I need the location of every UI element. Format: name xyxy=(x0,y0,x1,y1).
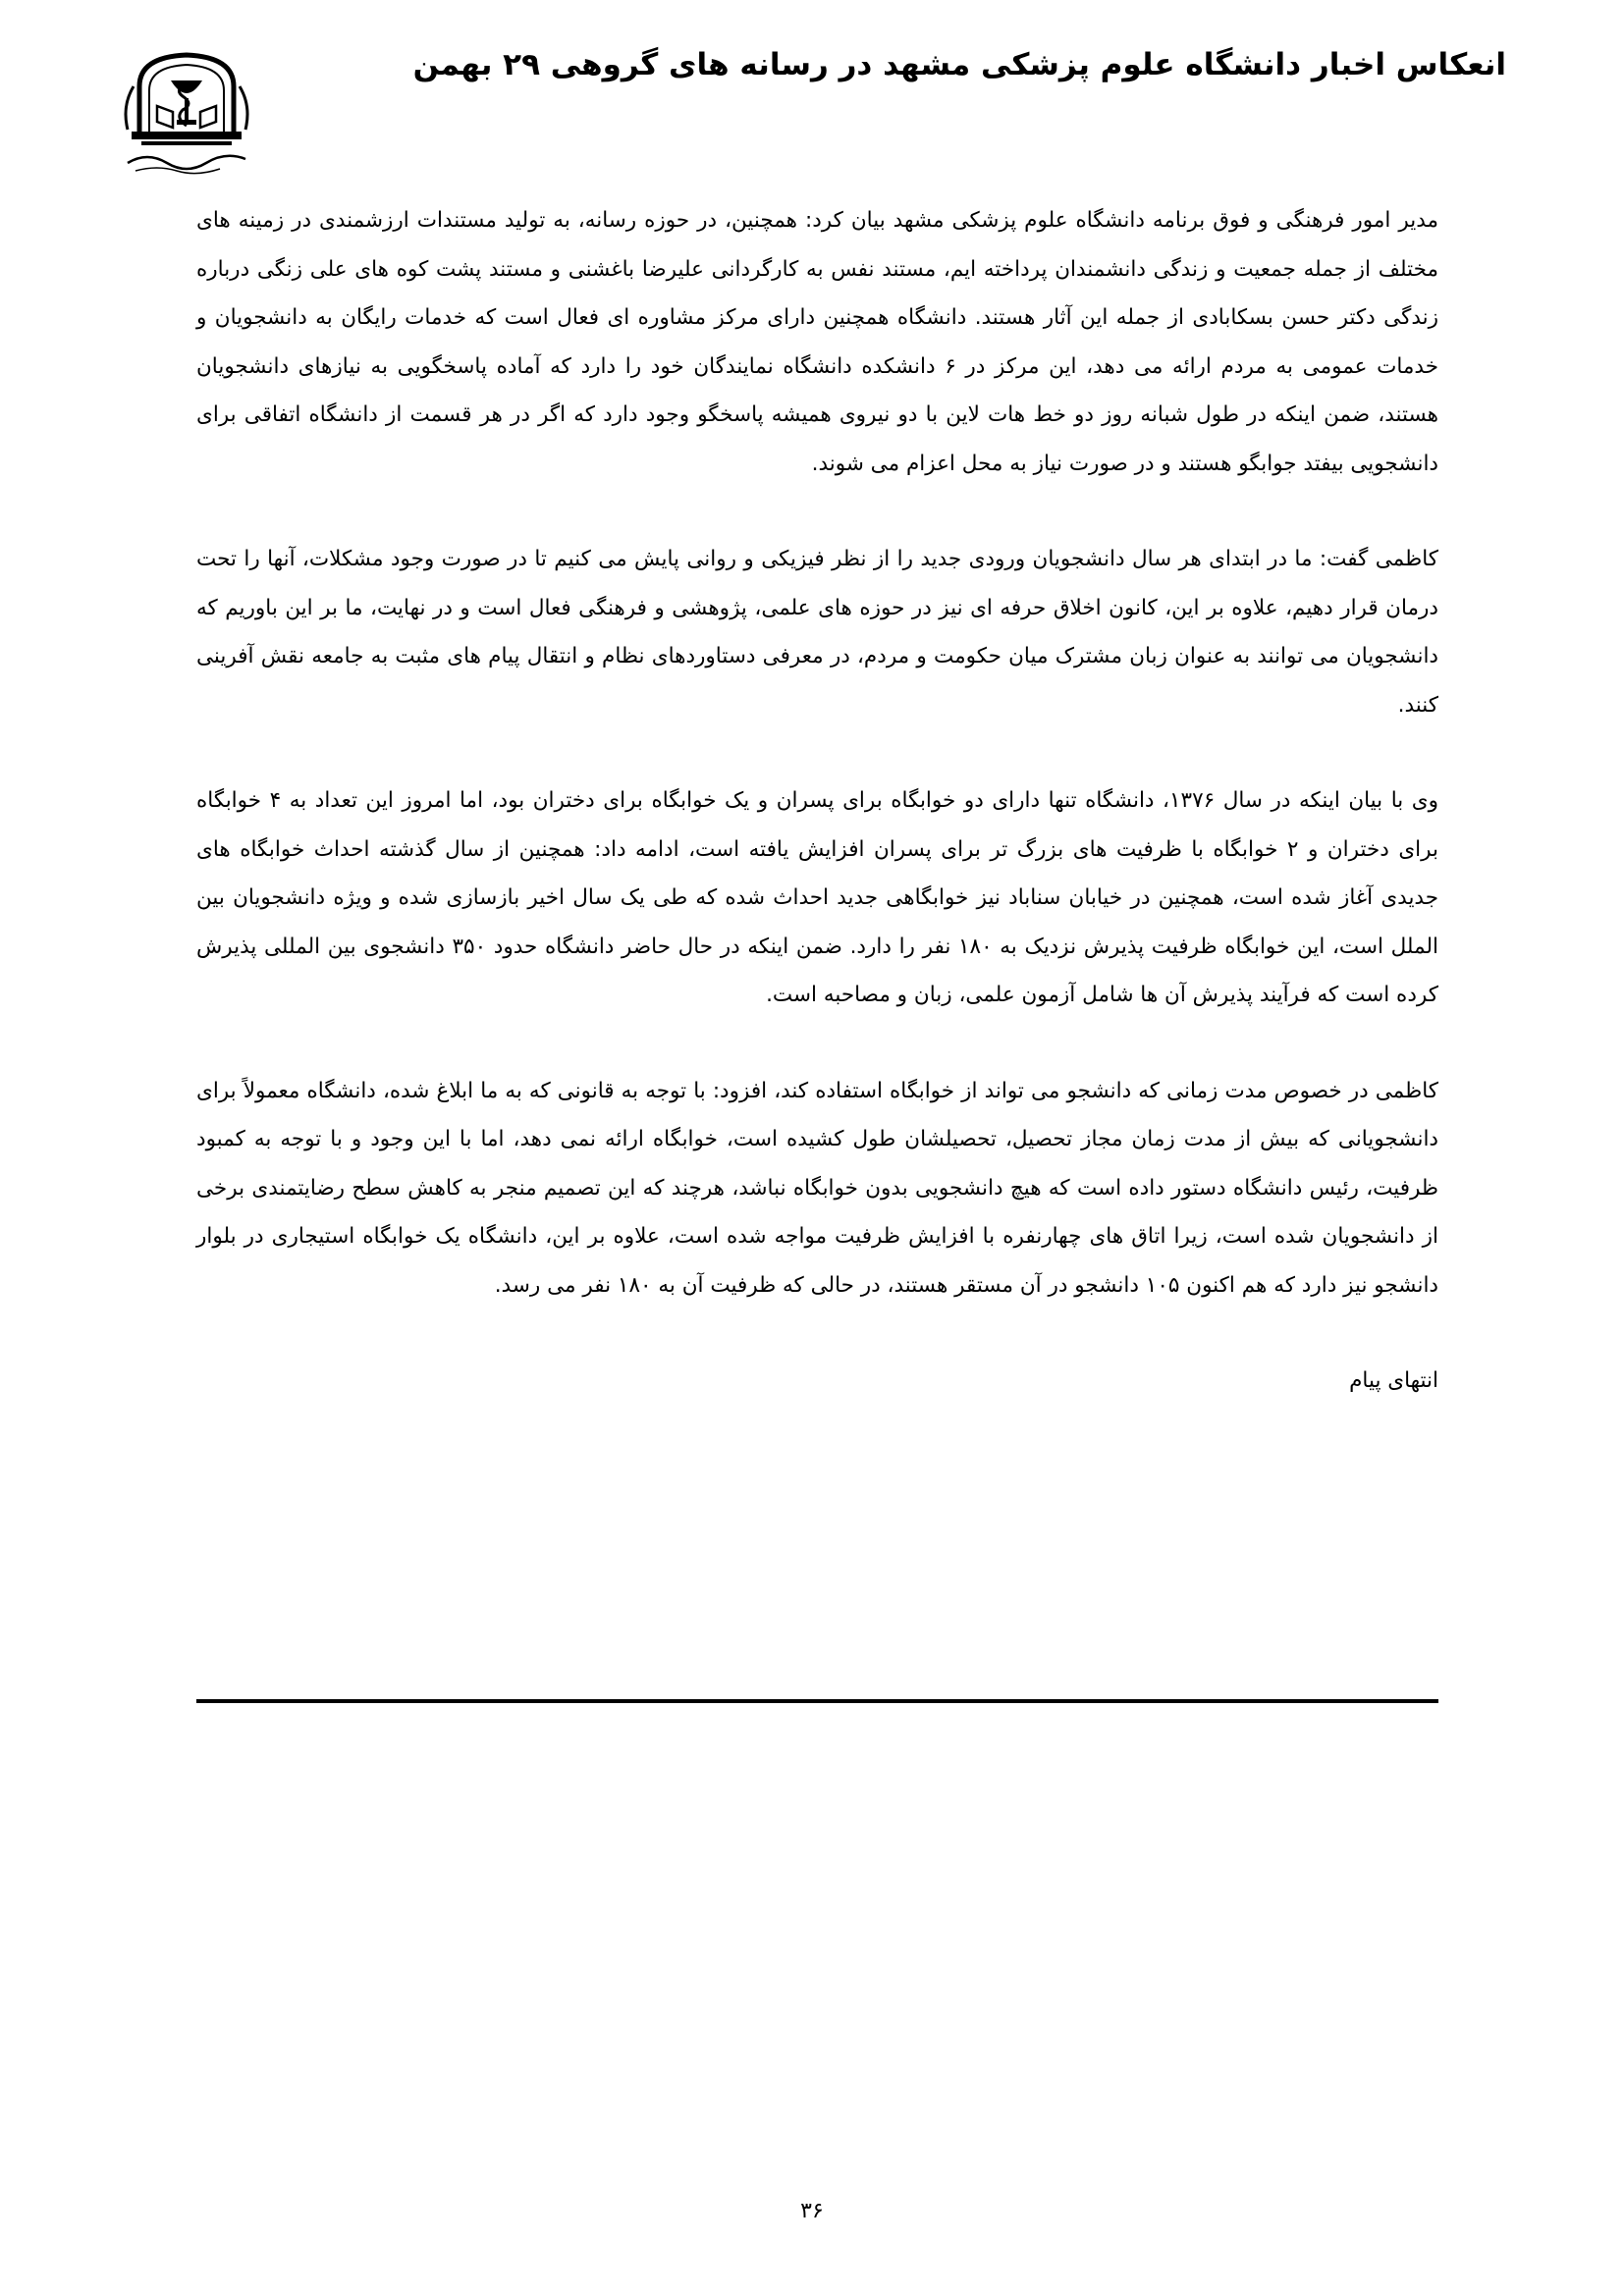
paragraph-4: کاظمی در خصوص مدت زمانی که دانشجو می تواند از خوابگاه استفاده کند، افزود: با توجه به قانونی که به ما ابلاغ شده، دانشگاه معمولاً برای دانشجویانی که بیش از مدت زمان مجاز تحصیل، تحصیلشان طول کشیده است، خوابگاه ارائه نمی دهد، اما با این وجود و با توجه به کمبود ظرفیت، رئیس دانشگاه دستور داده است که هیچ دانشجویی بدون خوابگاه نباشد، هرچند که این تصمیم منجر به کاهش سطح رضایتمندی برخی از دانشجویان شده است، زیرا اتاق های چهارنفره با افزایش ظرفیت مواجه شده است، علاوه بر این، دانشگاه یک خوابگاه استیجاری در بلوار دانشجو نیز دارد که هم اکنون ۱۰۵ دانشجو در آن مستقر هستند، در حالی که ظرفیت آن به ۱۸۰ نفر می رسد. xyxy=(196,1078,1438,1298)
article-body xyxy=(196,196,1438,1453)
paragraph-3: وی با بیان اینکه در سال ۱۳۷۶، دانشگاه تنها دارای دو خوابگاه برای پسران و یک خوابگاه برای دختران بود، اما امروز این تعداد به ۴ خوابگاه برای دختران و ۲ خوابگاه با ظرفیت های بزرگ تر برای پسران افزایش یافته است، ادامه داد: همچنین از سال گذشته احداث خوابگاه های جدیدی آغاز شده است، همچنین در خیابان سناباد نیز خوابگاهی جدید احداث شده که طی یک سال اخیر بازسازی شده و ویژه دانشجویان بین الملل است، این خوابگاه ظرفیت پذیرش نزدیک به ۱۸۰ نفر را دارد. ضمن اینکه در حال حاضر دانشگاه حدود ۳۵۰ دانشجوی بین المللی پذیرش کرده است که فرآیند پذیرش آن ها شامل آزمون علمی، زبان و مصاحبه است. xyxy=(196,788,1439,1007)
end-of-news-note: انتهای پیام xyxy=(1349,1368,1438,1393)
university-emblem-icon xyxy=(118,47,255,177)
page-title: انعکاس اخبار دانشگاه علوم پزشکی مشهد در رسانه های گروهی ۲۹ بهمن xyxy=(412,47,1506,82)
paragraph-1: مدیر امور فرهنگی و فوق برنامه دانشگاه علوم پزشکی مشهد بیان کرد: همچنین، در حوزه رسانه، به تولید مستندات ارزشمندی در زمینه های مختلف از جمله جمعیت و زندگی دانشمندان پرداخته ایم، مستند نفس به کارگردانی علیرضا باغشنی و مستند پشت کوه های علی زنگی درباره زندگی دکتر حسن بسکابادی از جمله این آثار هستند. دانشگاه همچنین دارای مرکز مشاوره ای فعال است که خدمات رایگان به دانشجویان و خدمات عمومی به مردم ارائه می دهد، این مرکز در ۶ دانشکده دانشگاه نمایندگان خود را دارد که آماده پاسخگویی به نیازهای دانشجویان هستند، ضمن اینکه در طول شبانه روز دو خط هات لاین با دو نیروی همیشه پاسخگو وجود دارد که اگر در هر قسمت از دانشگاه اتفاقی برای دانشجویی بیفتد جوابگو هستند و در صورت نیاز به محل اعزام می شوند. xyxy=(196,208,1438,476)
horizontal-divider xyxy=(196,1699,1438,1703)
page-header xyxy=(98,39,1506,177)
page-number: ۳۶ xyxy=(800,2199,824,2223)
paragraph-2: کاظمی گفت: ما در ابتدای هر سال دانشجویان ورودی جدید را از نظر فیزیکی و روانی پایش می کنیم تا در صورت وجود مشکلات، آنها را تحت درمان قرار دهیم، علاوه بر این، کانون اخلاق حرفه ای نیز در حوزه های علمی، پژوهشی و فرهنگی فعال است و در نهایت، ما بر این باوریم که دانشجویان می توانند به عنوان زبان مشترک میان حکومت و مردم، در معرفی دستاوردهای نظام و انتقال پیام های مثبت به جامعه نقش آفرینی کنند. xyxy=(196,547,1438,718)
